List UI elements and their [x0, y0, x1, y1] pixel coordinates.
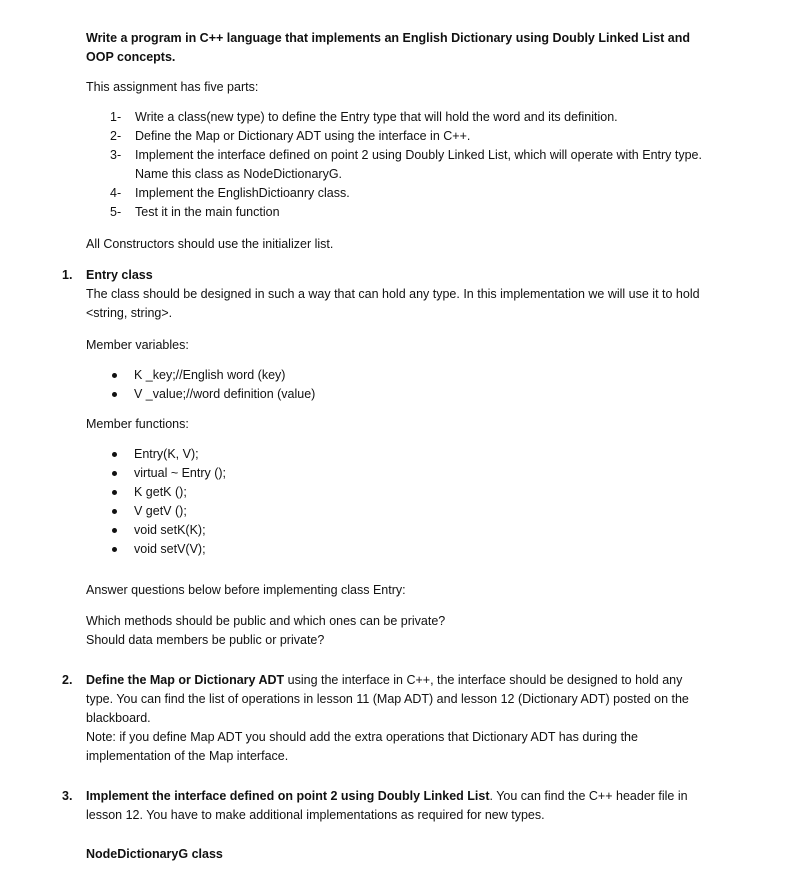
member-functions-label: Member functions:	[86, 417, 189, 431]
list-item	[110, 184, 710, 203]
section-note: Note: if you define Map ADT you should add the extra operations that Dictionary ADT has during the implementation of the Map interface.	[86, 730, 638, 763]
list-item-text: Define the Map or Dictionary ADT using the interface in C++.	[135, 129, 471, 143]
list-item-text: Write a class(new type) to define the Entry type that will hold the word and its definition.	[135, 110, 618, 124]
list-item-number: 3-	[110, 148, 122, 162]
list-item: K getK ();	[110, 483, 610, 502]
section-heading: Entry class	[86, 268, 153, 282]
section-entry-class	[62, 266, 712, 323]
section-map-adt	[62, 671, 712, 766]
assignment-title: Write a program in C++ language that implements an English Dictionary using Doubly Linked List and OOP concepts.	[86, 31, 691, 64]
question-methods: Which methods should be public and which ones can be private?	[86, 614, 446, 628]
list-item-number: 4-	[110, 186, 122, 200]
list-item: void setV(V);	[110, 540, 610, 559]
section-paragraph	[86, 787, 712, 825]
list-item-text: Implement the EnglishDictioanry class.	[135, 186, 350, 200]
list-item: K _key;//English word (key)	[110, 366, 610, 385]
list-item	[110, 203, 710, 222]
list-item	[110, 146, 710, 184]
list-item-number: 5-	[110, 205, 122, 219]
section-paragraph	[86, 671, 712, 728]
member-variables-list	[110, 366, 610, 404]
section-heading: Define the Map or Dictionary ADT	[86, 673, 285, 687]
class-name-heading: NodeDictionaryG class	[86, 847, 223, 861]
list-item: V getV ();	[110, 502, 610, 521]
question-data-members: Should data members be public or private?	[86, 633, 325, 647]
answer-prompt: Answer questions below before implementing class Entry:	[86, 583, 406, 597]
list-item-number: 2-	[110, 129, 122, 143]
list-item: virtual ~ Entry ();	[110, 464, 610, 483]
section-heading: Implement the interface defined on point 2 using Doubly Linked List	[86, 789, 490, 803]
section-doubly-linked-list	[62, 787, 712, 825]
section-text: . You can find the C++ header file in lesson 12. You have to make additional implementations as required for new types.	[86, 789, 688, 822]
parts-intro: This assignment has five parts:	[86, 80, 259, 94]
list-item: V _value;//word definition (value)	[110, 385, 610, 404]
list-item-text: Test it in the main function	[135, 205, 280, 219]
member-variables-label: Member variables:	[86, 338, 189, 352]
list-item-number: 1-	[110, 110, 122, 124]
list-item: void setK(K);	[110, 521, 610, 540]
section-text: using the interface in C++, the interface should be designed to hold any type. You can find the list of operations in lesson 11 (Map ADT) and lesson 12 (Dictionary ADT) posted on the blackboard.	[86, 673, 689, 725]
section-description: The class should be designed in such a way that can hold any type. In this implementation we will use it to hold <string, string>.	[86, 287, 700, 320]
list-item	[110, 127, 710, 146]
section-number: 2.	[62, 673, 73, 687]
parts-list	[110, 108, 710, 222]
section-number: 3.	[62, 789, 73, 803]
list-item-text: Implement the interface defined on point 2 using Doubly Linked List, which will operate with Entry type. Name this class as NodeDictionaryG.	[135, 148, 702, 181]
member-functions-list	[110, 445, 610, 559]
section-number: 1.	[62, 268, 73, 282]
list-item: Entry(K, V);	[110, 445, 610, 464]
list-item	[110, 108, 710, 127]
constructors-note: All Constructors should use the initializer list.	[86, 237, 334, 251]
